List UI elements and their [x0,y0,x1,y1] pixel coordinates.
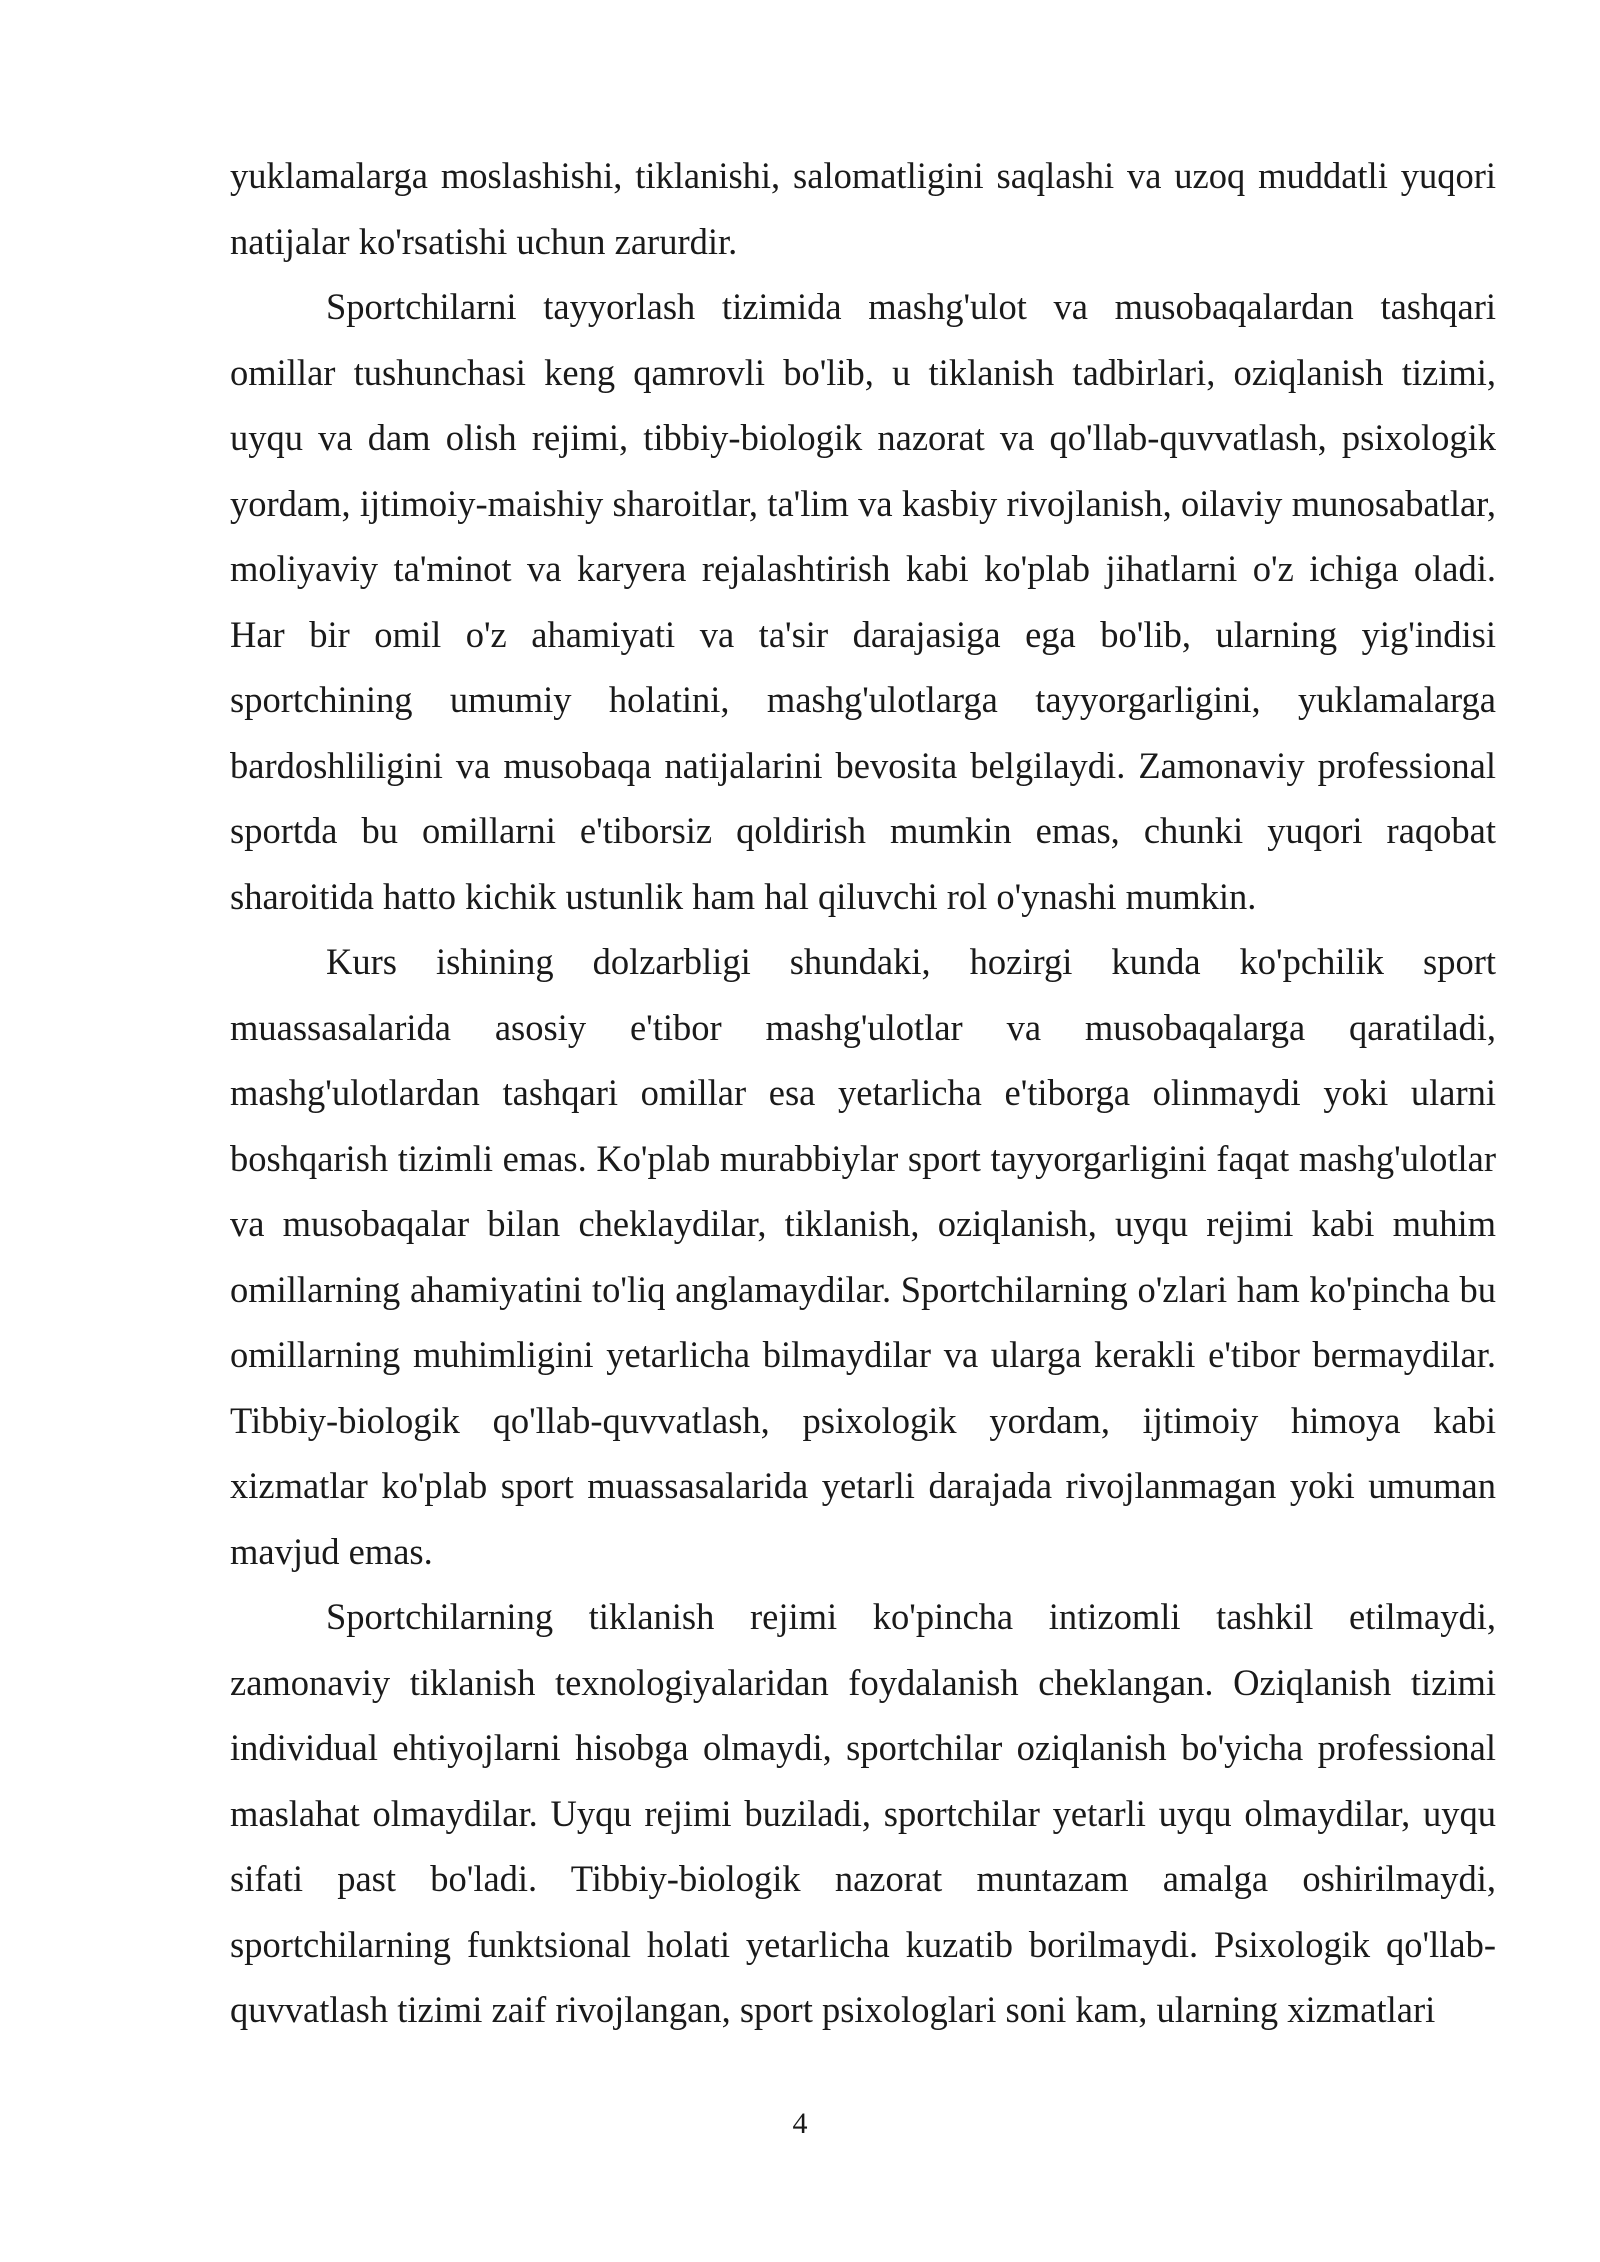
document-body [230,143,1496,2043]
paragraph-tiklanish-rejimi: Sportchilarning tiklanish rejimi ko'pincha intizomli tashkil etilmaydi, zamonaviy tiklanish texnologiyalaridan foydalanish cheklangan. Oziqlanish tizimi individual ehtiyojlarni hisobga olmaydi, sportchilar oziqlanish bo'yicha professional maslahat olmaydilar. Uyqu rejimi buziladi, sportchilar yetarli uyqu olmaydilar, uyqu sifati past bo'ladi. Tibbiy-biologik nazorat muntazam amalga oshirilmaydi, sportchilarning funktsional holati yetarlicha kuzatib borilmaydi. Psixologik qo'llab-quvvatlash tizimi zaif rivojlangan, sport psixologlari soni kam, ularning xizmatlari [230,1596,1496,2030]
page-number: 4 [792,2107,808,2140]
paragraph-continuation: yuklamalarga moslashishi, tiklanishi, salomatligini saqlashi va uzoq muddatli yuqori natijalar ko'rsatishi uchun zarurdir. [230,155,1496,262]
paragraph-dolzarblik: Kurs ishining dolzarbligi shundaki, hozirgi kunda ko'pchilik sport muassasalarida asosiy e'tibor mashg'ulotlar va musobaqalarga qaratiladi, mashg'ulotlardan tashqari omillar esa yetarlicha e'tiborga olinmaydi yoki ularni boshqarish tizimli emas. Ko'plab murabbiylar sport tayyorgarligini faqat mashg'ulotlar va musobaqalar bilan cheklaydilar, tiklanish, oziqlanish, uyqu rejimi kabi muhim omillarning ahamiyatini to'liq anglamaydilar. Sportchilarning o'zlari ham ko'pincha bu omillarning muhimligini yetarlicha bilmaydilar va ularga kerakli e'tibor bermaydilar. Tibbiy-biologik qo'llab-quvvatlash, psixologik yordam, ijtimoiy himoya kabi xizmatlar ko'plab sport muassasalarida yetarli darajada rivojlanmagan yoki umuman mavjud emas. [230,941,1496,1572]
paragraph-omillar-tushunchasi: Sportchilarni tayyorlash tizimida mashg'ulot va musobaqalardan tashqari omillar tushunchasi keng qamrovli bo'lib, u tiklanish tadbirlari, oziqlanish tizimi, uyqu va dam olish rejimi, tibbiy-biologik nazorat va qo'llab-quvvatlash, psixologik yordam, ijtimoiy-maishiy sharoitlar, ta'lim va kasbiy rivojlanish, oilaviy munosabatlar, moliyaviy ta'minot va karyera rejalashtirish kabi ko'plab jihatlarni o'z ichiga oladi. Har bir omil o'z ahamiyati va ta'sir darajasiga ega bo'lib, ularning yig'indisi sportchining umumiy holatini, mashg'ulotlarga tayyorgarligini, yuklamalarga bardoshliligini va musobaqa natijalarini bevosita belgilaydi. Zamonaviy professional sportda bu omillarni e'tiborsiz qoldirish mumkin emas, chunki yuqori raqobat sharoitida hatto kichik ustunlik ham hal qiluvchi rol o'ynashi mumkin. [230,286,1496,917]
